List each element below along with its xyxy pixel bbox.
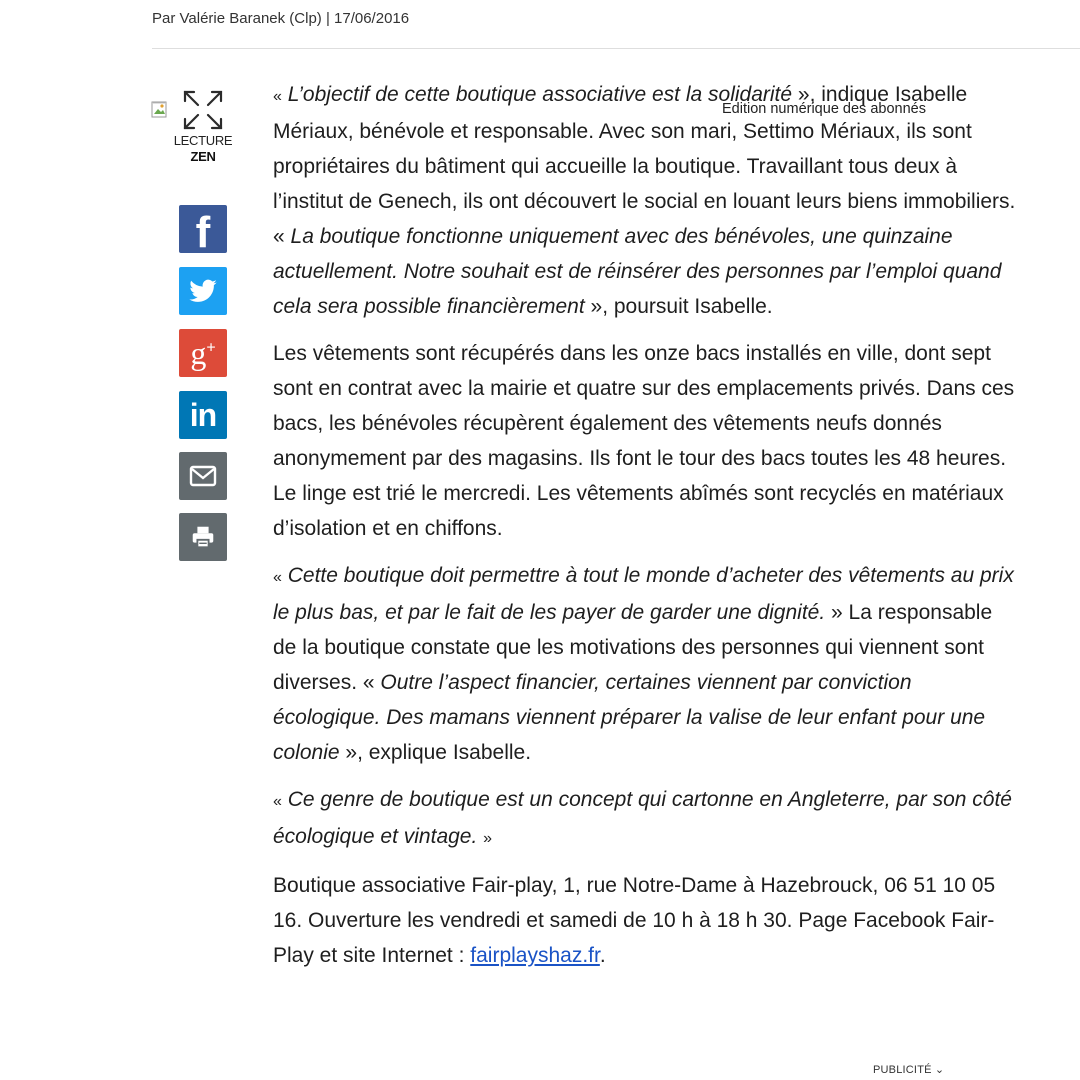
share-print-button[interactable] bbox=[179, 513, 227, 561]
share-twitter-button[interactable] bbox=[179, 267, 227, 315]
quote: Ce genre de boutique est un concept qui cartonne en Angleterre, par son côté écologique et vintage. bbox=[273, 788, 1012, 848]
google-plus-icon: g+ bbox=[190, 335, 216, 371]
zen-label: ZEN bbox=[190, 149, 216, 164]
chevron-down-icon: ⌄ bbox=[934, 1064, 945, 1076]
article-paragraph-2: Les vêtements sont récupérés dans les onze bacs installés en ville, dont sept sont en contrat avec la mairie et quatre sur des emplacements privés. Dans ces bacs, les bénévoles récupèrent également des vêtements neufs donnés anonymement par des magasins. Ils font le tour des bacs toutes les 48 heures. Le linge est trié le mercredi. Les vêtements abîmés sont recyclés en matériaux d’isolation et en chiffons. bbox=[273, 342, 1015, 540]
subscriber-edition-label: Edition numérique des abonnés bbox=[722, 101, 926, 117]
quote: Cette boutique doit permettre à tout le monde d’acheter des vêtements au prix le plus bas, et par le fait de les payer de garder une dignité. bbox=[273, 564, 1014, 624]
article-paragraph-1: « L’objectif de cette boutique associative est la solidarité », indique Isabelle Mériaux, bénévole et responsable. Avec son mari, Settimo Mériaux, ils sont propriétaires du bâtiment qui accueille la boutique. Travaillant tous deux à l’institut de Genech, ils ont découvert le social en louant leurs biens immobiliers. « La boutique fonctionne uniquement avec des bénévoles, une quinzaine actuellement. Notre souhait est de réinsérer des personnes par l’emploi quand cela sera possible financièrement », poursuit Isabelle. bbox=[273, 83, 1016, 318]
expand-arrows-icon bbox=[181, 88, 225, 132]
printer-icon bbox=[189, 523, 217, 551]
quote: Outre l’aspect financier, certaines viennent par conviction écologique. Des mamans viennent préparer la valise de leur enfant pour une colonie bbox=[273, 671, 986, 764]
broken-image-icon bbox=[151, 100, 171, 120]
advertising-text: PUBLICITÉ bbox=[873, 1064, 932, 1076]
twitter-icon bbox=[188, 276, 218, 306]
share-googleplus-button[interactable] bbox=[179, 329, 227, 377]
lecture-label: LECTURE bbox=[173, 133, 233, 148]
facebook-icon: f bbox=[195, 208, 211, 257]
article-body bbox=[273, 77, 1018, 985]
text: », indique Isabelle Mériaux, bénévole et responsable. Avec son mari, Settimo Mériaux, ils sont propriétaires du bâtiment qui accueille la boutique. Travaillant tous deux à l’institut de Genech, ils ont découvert le social en louant leurs biens immobiliers. « bbox=[273, 83, 1016, 248]
byline: Par Valérie Baranek (Clp) | 17/06/2016 bbox=[152, 10, 410, 27]
article-paragraph-3: « Cette boutique doit permettre à tout le monde d’acheter des vêtements au prix le plus bas, et par le fait de les payer de garder une dignité. » La responsable de la boutique constate que les motivations des personnes qui viennent sont diverses. « Outre l’aspect financier, certaines viennent par conviction écologique. Des mamans viennent préparer la valise de leur enfant pour une colonie », explique Isabelle. bbox=[273, 564, 1014, 764]
text: Boutique associative Fair-play, 1, rue Notre-Dame à Hazebrouck, 06 51 10 05 16. Ouverture les vendredi et samedi de 10 h à 18 h 30. Page Facebook Fair-Play et site Internet : bbox=[273, 874, 996, 967]
share-email-button[interactable] bbox=[179, 452, 227, 500]
quote: La boutique fonctionne uniquement avec des bénévoles, une quinzaine actuellement. Notre souhait est de réinsérer des personnes par l’emploi quand cela sera possible financièrement bbox=[273, 225, 1002, 318]
article-paragraph-4: « Ce genre de boutique est un concept qui cartonne en Angleterre, par son côté écologique et vintage. » bbox=[273, 788, 1012, 848]
advertising-label bbox=[873, 1063, 944, 1076]
share-linkedin-button[interactable] bbox=[179, 391, 227, 439]
text: . bbox=[599, 944, 606, 967]
text: », poursuit Isabelle. bbox=[590, 295, 773, 318]
lecture-zen-button[interactable] bbox=[151, 88, 251, 168]
website-link[interactable]: fairplayshaz.fr bbox=[470, 944, 600, 967]
linkedin-icon: in bbox=[189, 396, 217, 433]
text: » La responsable de la boutique constate que les motivations des personnes qui viennent sont diverses. « bbox=[273, 601, 993, 694]
divider bbox=[152, 48, 1080, 49]
quote: L’objectif de cette boutique associative est la solidarité bbox=[287, 83, 793, 106]
text: », explique Isabelle. bbox=[345, 741, 532, 764]
article-paragraph-5 bbox=[273, 868, 1018, 973]
envelope-icon bbox=[188, 461, 218, 491]
share-facebook-button[interactable] bbox=[179, 205, 227, 257]
